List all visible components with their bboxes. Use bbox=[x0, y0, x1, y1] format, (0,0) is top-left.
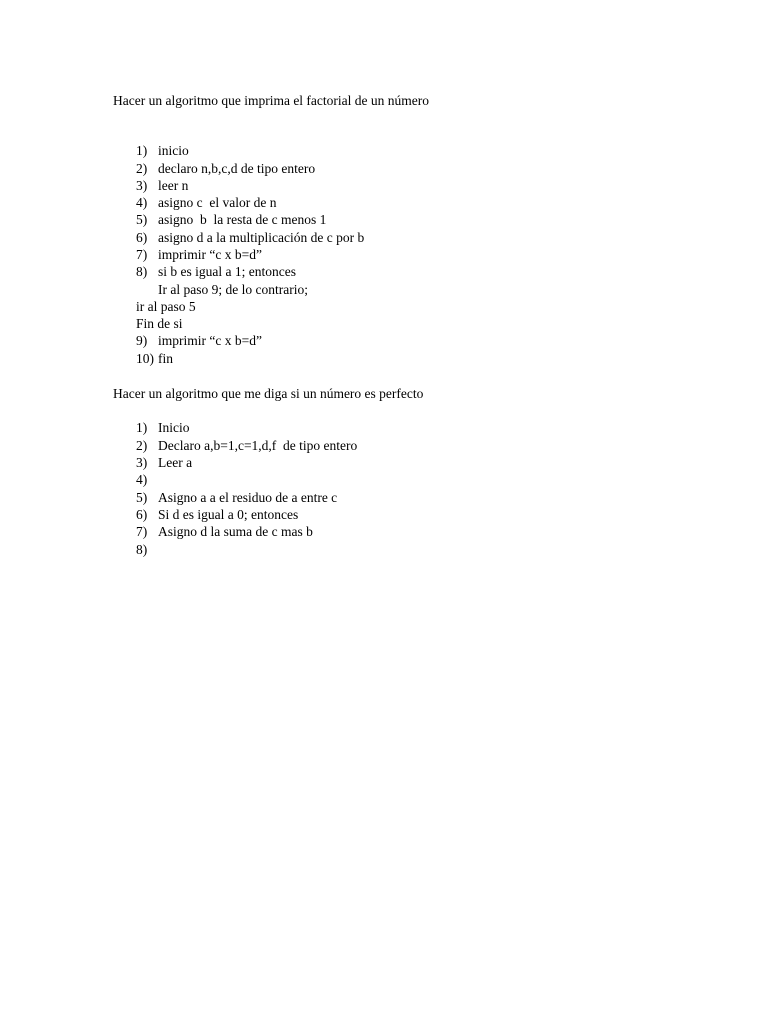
step-text: asigno c el valor de n bbox=[158, 195, 277, 210]
step-text: declaro n,b,c,d de tipo entero bbox=[158, 161, 316, 176]
section1-heading: Hacer un algoritmo que imprima el factorial de un número bbox=[113, 93, 430, 108]
step-number: 9) bbox=[136, 333, 148, 348]
step-number: 8) bbox=[136, 264, 148, 279]
step-text: imprimir “c x b=d” bbox=[158, 333, 262, 348]
step-number: 7) bbox=[136, 247, 148, 262]
step-number: 1) bbox=[136, 420, 148, 435]
step-number: 8) bbox=[136, 542, 148, 557]
step-number: 7) bbox=[136, 524, 148, 539]
step-number: 4) bbox=[136, 195, 148, 210]
step-text: Asigno a a el residuo de a entre c bbox=[158, 490, 338, 505]
step-number: 2) bbox=[136, 438, 148, 453]
step-text: imprimir “c x b=d” bbox=[158, 247, 262, 262]
section2-heading: Hacer un algoritmo que me diga si un número es perfecto bbox=[113, 386, 424, 401]
step-number: 3) bbox=[136, 455, 148, 470]
step-number: 4) bbox=[136, 472, 148, 487]
step-number: 10) bbox=[136, 351, 154, 366]
step-text: si b es igual a 1; entonces bbox=[158, 264, 296, 279]
step-text: leer n bbox=[158, 178, 189, 193]
step-number: 6) bbox=[136, 507, 148, 522]
step-text: Inicio bbox=[158, 420, 190, 435]
step-continuation: Ir al paso 9; de lo contrario; bbox=[158, 282, 308, 297]
step-text: inicio bbox=[158, 143, 189, 158]
step-number: 2) bbox=[136, 161, 148, 176]
end-if-line: Fin de si bbox=[136, 316, 183, 331]
step-text: Leer a bbox=[158, 455, 193, 470]
step-text: fin bbox=[158, 351, 173, 366]
step-text: asigno d a la multiplicación de c por b bbox=[158, 230, 365, 245]
step-number: 5) bbox=[136, 490, 148, 505]
else-line: ir al paso 5 bbox=[136, 299, 196, 314]
step-text: Si d es igual a 0; entonces bbox=[158, 507, 299, 522]
step-number: 3) bbox=[136, 178, 148, 193]
step-number: 6) bbox=[136, 230, 148, 245]
step-text: asigno b la resta de c menos 1 bbox=[158, 212, 327, 227]
step-number: 5) bbox=[136, 212, 148, 227]
step-text: Asigno d la suma de c mas b bbox=[158, 524, 313, 539]
step-text: Declaro a,b=1,c=1,d,f de tipo entero bbox=[158, 438, 358, 453]
step-number: 1) bbox=[136, 143, 148, 158]
